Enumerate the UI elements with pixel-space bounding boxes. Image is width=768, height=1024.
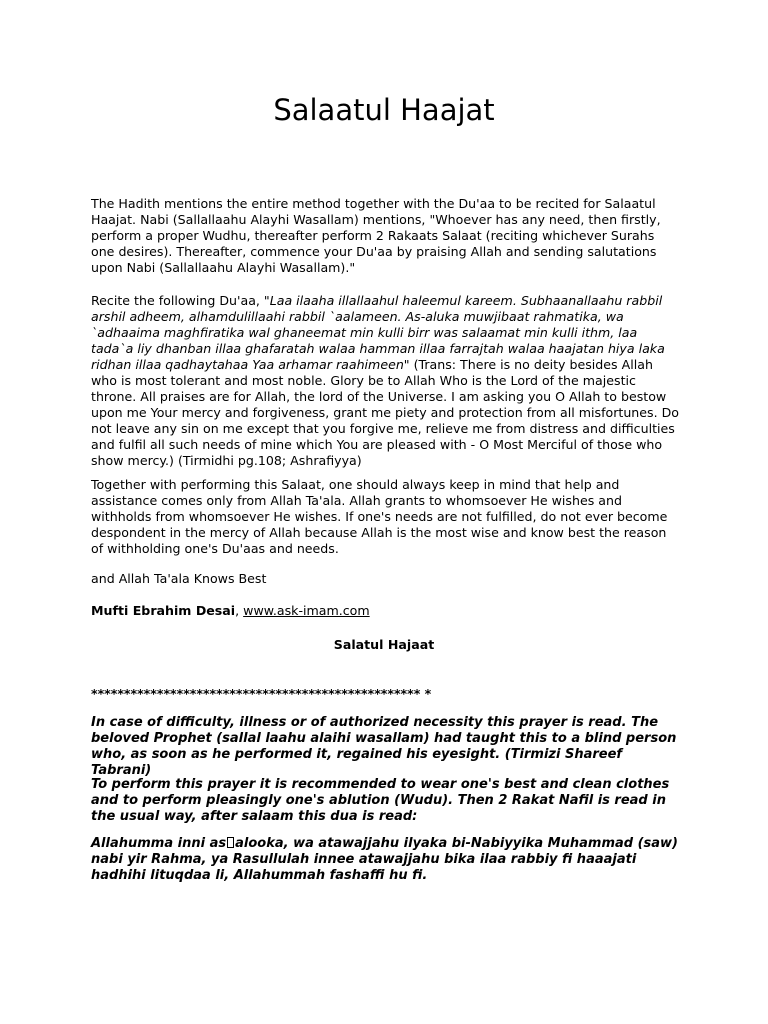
- asterisk-divider: ************************************************** *: [91, 686, 432, 701]
- missing-glyph-icon: [227, 837, 234, 848]
- reminder-paragraph: Together with performing this Salaat, one should always keep in mind that help and assistance comes only from Allah Ta'ala. Allah grants to whomsoever He wishes and withholds from whomsoever He wishes. If one's needs are not fulfilled, do not ever become despondent in the mercy of Allah because Allah is the most wise and know best the reason of withholding one's Du'aas and needs.: [91, 477, 668, 556]
- dua-text-start: Allahumma inni as: [91, 836, 227, 851]
- dua-arabic-transliteration: "Laa ilaaha illallaahul haleemul kareem. Subhaanallaahu rabbil arshil adheem, alhamdulillaahi rabbil `aalameen. As-aluka muwjibaat rahmatika, wa `adhaaima maghfiratika wal ghaneemat min kulli birr was salaamat min kulli ithm, laa tada`a liy dhanban illaa ghafaratah walaa hamman illaa farrajtah walaa haajatan hiya laka ridhan illaa qadhaytahaa Yaa arhamar raahimeen": [91, 293, 665, 372]
- hadith-paragraph: The Hadith mentions the entire method together with the Du'aa to be recited for Salaatul Haajat. Nabi (Sallallaahu Alayhi Wasallam) mentions, "Whoever has any need, then firstly, perform a proper Wudhu, thereafter perform 2 Rakaats Salaat (reciting whichever Surahs one desires). Thereafter, commence your Du'aa by praising Allah and sending salutations upon Nabi (Sallallaahu Alayhi Wasallam).": [91, 196, 661, 275]
- website-link[interactable]: www.ask-imam.com: [243, 603, 370, 618]
- dua-paragraph: [91, 293, 681, 469]
- prayer-dua-paragraph: [91, 836, 686, 884]
- closing-line: and Allah Ta'ala Knows Best: [91, 571, 267, 586]
- section-subheading: Salatul Hajaat: [333, 637, 435, 652]
- signature-separator: ,: [235, 603, 244, 618]
- dua-translation-text: (Trans: There is no deity besides Allah who is most tolerant and most noble. Glory be to Allah Who is the Lord of the majestic throne. All praises are for Allah, the lord of the Universe. I am asking you O Allah to bestow upon me Your mercy and forgiveness, grant me piety and protection from all misfortunes. Do not leave any sin on me except that you forgive me, relieve me from distress and difficulties and fulfil all such needs of mine which You are pleased with - O Most Merciful of those who show mercy.) (Tirmidhi pg.108; Ashrafiyya): [91, 357, 680, 468]
- signature-line: [91, 603, 681, 619]
- prayer-method-paragraph: To perform this prayer it is recommended to wear one's best and clean clothes and to perform pleasingly one's ablution (Wudu). Then 2 Rakat Nafil is read in the usual way, after salaam this dua is read:: [91, 777, 670, 824]
- author-name: Mufti Ebrahim Desai: [91, 603, 236, 618]
- dua-text-rest: alooka, wa atawajjahu ilyaka bi-Nabiyyika Muhammad (saw) nabi yir Rahma, ya Rasullulah innee atawajjahu bika ilaa rabbiy fi haaajati hadhihi lituqdaa li, Allahummah fashaffi hu fi.: [91, 836, 678, 883]
- page-title: Salaatul Haajat: [273, 93, 495, 127]
- prayer-purpose-paragraph: In case of difficulty, illness or of authorized necessity this prayer is read. The beloved Prophet (sallal laahu alaihi wasallam) had taught this to a blind person who, as soon as he performed it, regained his eyesight. (Tirmizi Shareef Tabrani): [91, 715, 677, 778]
- dua-intro-text: Recite the following Du'aa,: [91, 293, 264, 308]
